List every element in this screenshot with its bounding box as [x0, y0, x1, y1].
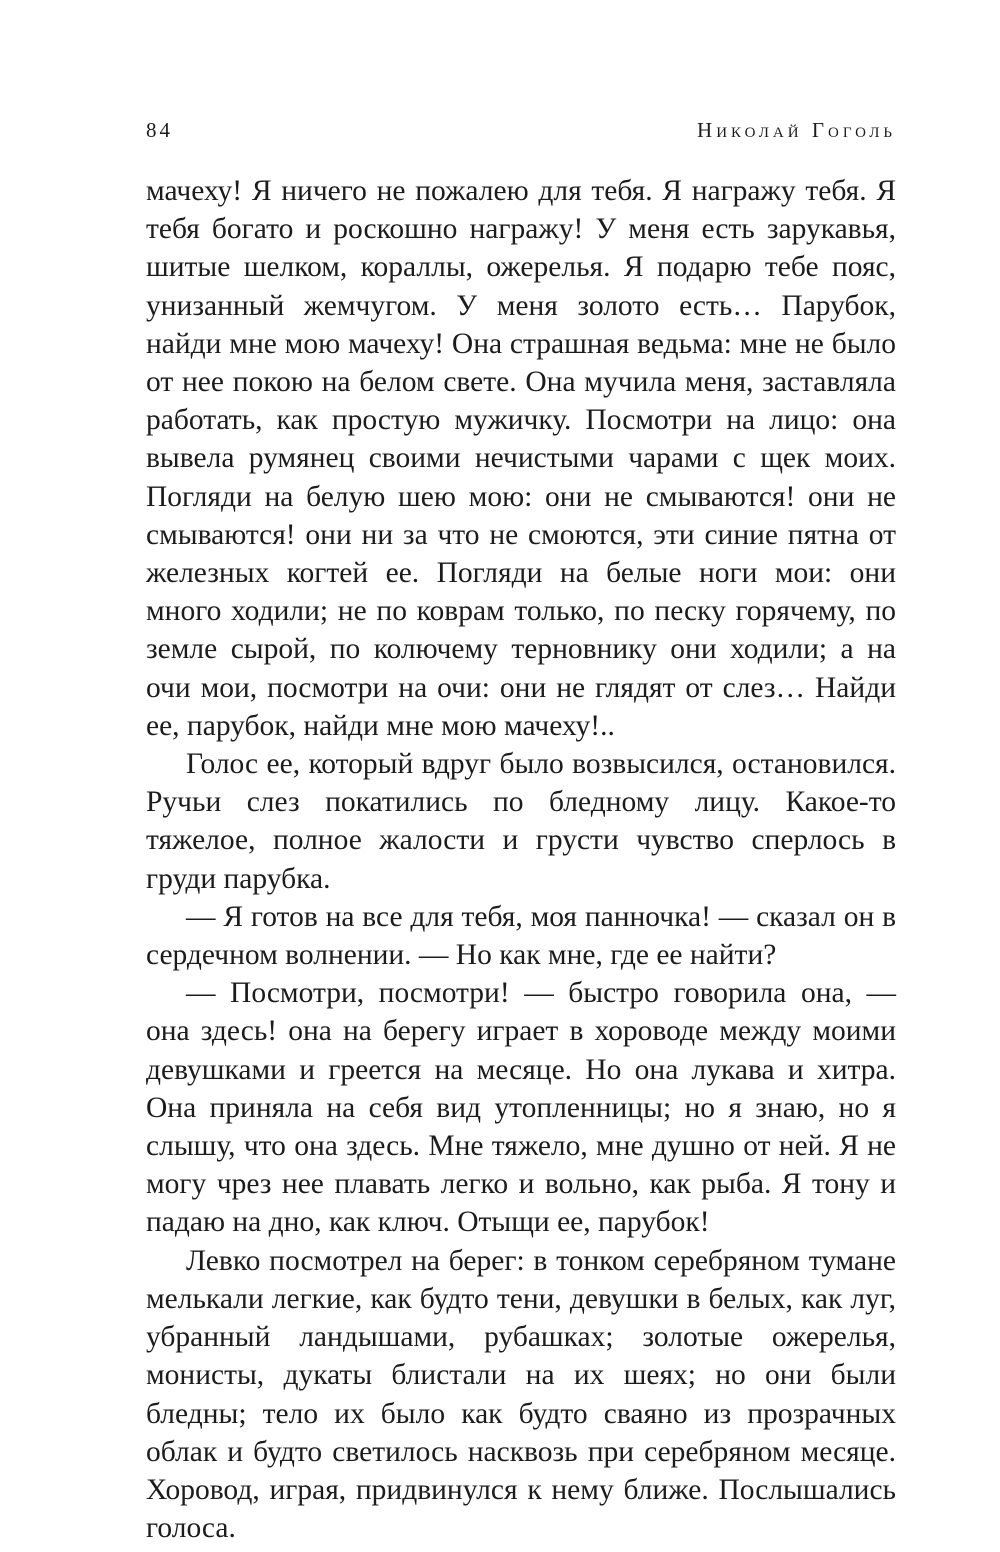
- paragraph: — Я готов на все для тебя, моя панночка! — сказал он в сердечном волнении. — Но как мне, где ее найти?: [146, 900, 896, 972]
- running-head-author: Николай Гоголь: [697, 118, 896, 142]
- paragraph: — Посмотри, посмотри! — быстро говорила она, — она здесь! она на берегу играет в хороводе между моими девушками и греется на месяце. Но она лукава и хитра. Она приняла на себя вид утопленницы; но я знаю, но я слышу, что она здесь. Мне тяжело, мне душно от ней. Я не могу чрез нее плавать легко и вольно, как рыба. Я тону и падаю на дно, как ключ. Отыщи ее, парубок!: [146, 977, 896, 1239]
- paragraph: мачеху! Я ничего не пожалею для тебя. Я награжу тебя. Я тебя богато и роскошно награжу! У меня есть зарукавья, шитые шелком, кораллы, ожерелья. Я подарю тебе пояс, унизанный жемчугом. У меня золото есть… Парубок, найди мне мою мачеху! Она страшная ведьма: мне не было от нее покою на белом свете. Она мучила меня, заставляла работать, как простую мужичку. Посмотри на лицо: она вывела румянец своими нечистыми чарами с щек моих. Погляди на белую шею мою: они не смываются! они не смываются! они ни за что не смоются, эти синие пятна от железных когтей ее. Погляди на белые ноги мои: они много ходили; не по коврам только, по песку горячему, по земле сырой, по колючему терновнику они ходили; а на очи мои, посмотри на очи: они не глядят от слез… Найди ее, парубок, найди мне мою мачеху!..: [146, 175, 896, 742]
- body-text: [146, 172, 896, 1547]
- running-head: [146, 118, 896, 152]
- page-number: 84: [146, 118, 173, 142]
- paragraph: Левко посмотрел на берег: в тонком серебряном тумане мелькали легкие, как будто тени, девушки в белых, как луг, убранный ландышами, рубашках; золотые ожерелья, монисты, дукаты блистали на их шеях; но они были бледны; тело их было как будто сваяно из прозрачных облак и будто светилось насквозь при серебряном месяце. Хоровод, играя, придвинулся к нему ближе. Послышались голоса.: [146, 1244, 896, 1545]
- paragraph: Голос ее, который вдруг было возвысился, остановился. Ручьи слез покатились по бледному лицу. Какое-то тяжелое, полное жалости и грусти чувство сперлось в груди парубка.: [146, 748, 896, 895]
